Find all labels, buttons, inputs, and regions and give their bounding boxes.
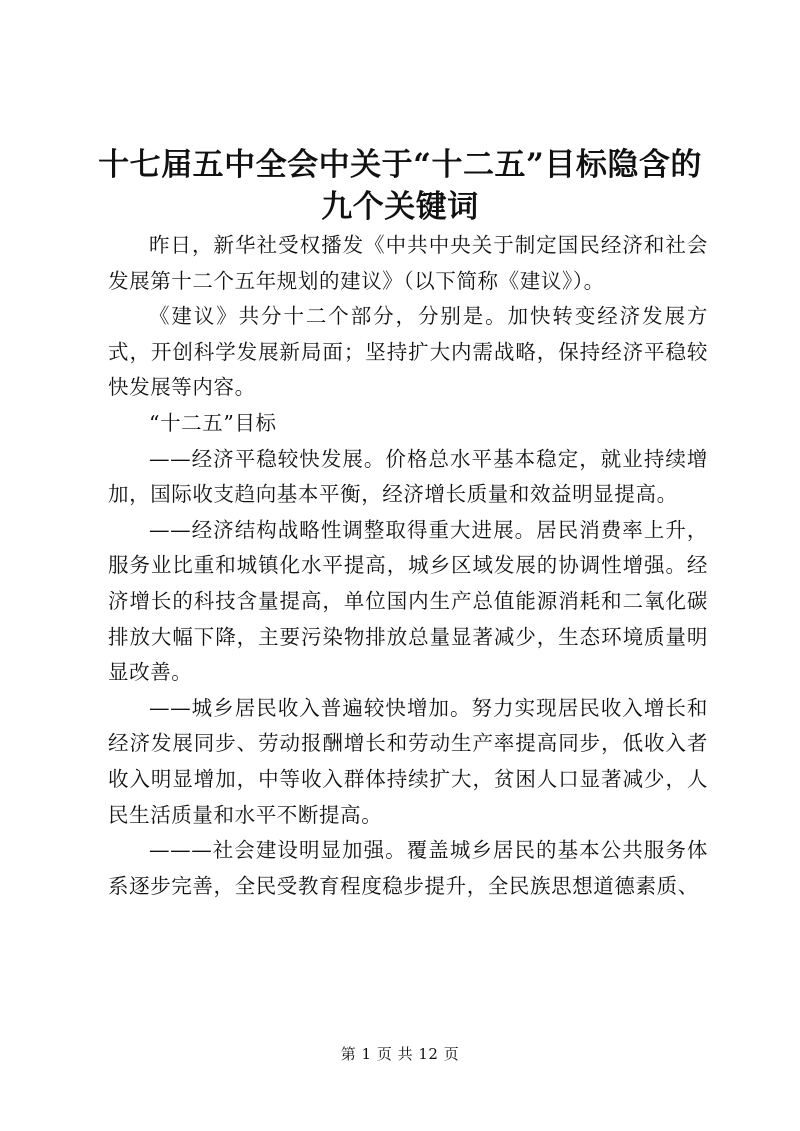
document-title-line-1: 十七届五中全会中关于“十二五”目标隐含的 xyxy=(98,147,702,183)
paragraph-target-economy: ——经济平稳较快发展。价格总水平基本稳定，就业持续增加，国际收支趋向基本平衡，经济增长质量和效益明显提高。 xyxy=(108,446,708,507)
document-title-line-2: 九个关键词 xyxy=(321,189,479,225)
section-heading-targets: “十二五”目标 xyxy=(149,410,277,435)
paragraph-intro: 昨日，新华社受权播发《中共中央关于制定国民经济和社会发展第十二个五年规划的建议》（以下简称《建议》）。 xyxy=(108,233,708,293)
document-body xyxy=(108,228,708,904)
paragraph-overview: 《建议》共分十二个部分，分别是。加快转变经济发展方式，开创科学发展新局面；坚持扩大内需战略，保持经济平稳较快发展等内容。 xyxy=(108,304,708,400)
page-number-footer: 第 1 页 共 12 页 xyxy=(340,1045,460,1063)
paragraph-target-income: ——城乡居民收入普遍较快增加。努力实现居民收入增长和经济发展同步、劳动报酬增长和劳动生产率提高同步，低收入者收入明显增加，中等收入群体持续扩大，贫困人口显著减少，人民生活质量和水平不断提高。 xyxy=(108,695,708,827)
paragraph-target-structure: ——经济结构战略性调整取得重大进展。居民消费率上升，服务业比重和城镇化水平提高，城乡区域发展的协调性增强。经济增长的科技含量提高，单位国内生产总值能源消耗和二氧化碳排放大幅下降，主要污染物排放总量显著减少，生态环境质量明显改善。 xyxy=(108,517,708,685)
paragraph-target-society: ———社会建设明显加强。覆盖城乡居民的基本公共服务体系逐步完善，全民受教育程度稳步提升，全民族思想道德素质、 xyxy=(108,838,708,898)
